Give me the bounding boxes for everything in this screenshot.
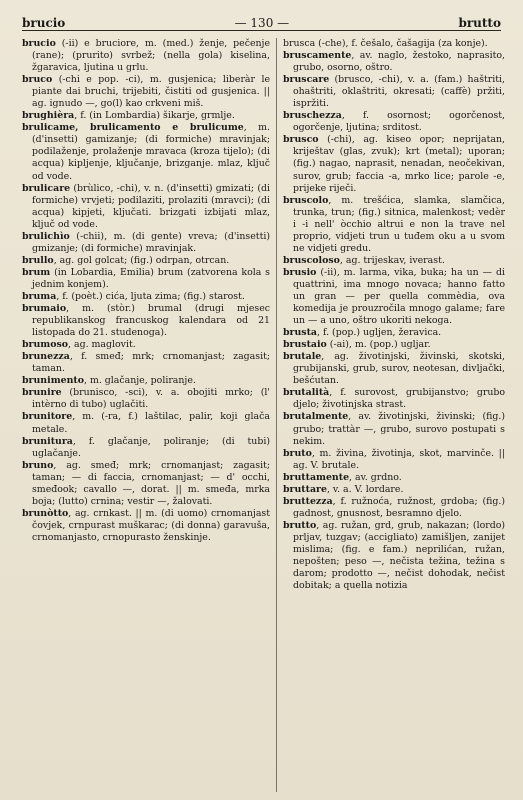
dictionary-entry: [22, 267, 270, 291]
entry-headword: brunitore: [22, 411, 73, 423]
page-header: [22, 10, 501, 31]
entry-definition: (-chi e pop. -ci), m. gusjenica; liberàr le piante dai bruchi, trijebiti, čistiti od gusjenica. || ag. ignudo —, go(l) kao crkveni miš.: [32, 74, 270, 110]
entry-headword: bruco: [22, 74, 53, 86]
dictionary-entry: [283, 267, 505, 327]
dictionary-entry: [283, 134, 505, 194]
entry-headword: brullo: [22, 254, 54, 266]
entry-definition: (-chii), m. (di gente) vreva; (d'insetti) gmizanje; (di formiche) mravinjak.: [32, 230, 270, 254]
dictionary-entry: [283, 411, 505, 447]
entry-headword: bruscoloso: [283, 254, 340, 266]
entry-headword: brutalmente: [283, 411, 349, 423]
dictionary-entry: [22, 351, 270, 375]
dictionary-entry: [22, 74, 270, 110]
entry-headword: brumoso: [22, 339, 69, 351]
entry-definition: brusca (-che), f. češalo, čašagija (za konje).: [283, 38, 488, 49]
right-column: [283, 38, 505, 794]
entry-definition: , m. (-ra, f.) laštilac, palir, koji glača metale.: [32, 411, 270, 435]
dictionary-entry: [22, 183, 270, 231]
entry-definition: (in Lobardia, Emilia) brum (zatvorena kola s jednim konjem).: [32, 266, 270, 290]
entry-headword: brustaio: [283, 339, 327, 351]
header-right-word: brutto: [458, 16, 501, 30]
dictionary-entry: [283, 387, 505, 411]
entry-definition: , ag. trijeskav, iverast.: [339, 254, 445, 266]
dictionary-entry: [283, 472, 505, 484]
dictionary-entry: [283, 195, 505, 255]
entry-headword: brumaio: [22, 303, 67, 315]
dictionary-entry: [22, 110, 270, 122]
entry-definition: , f. glačanje, poliranje; (di tubi) uglačanje.: [32, 435, 270, 459]
dictionary-entry: [22, 255, 270, 267]
entry-headword: bruttare: [283, 483, 327, 495]
entry-headword: bruma: [22, 290, 57, 302]
entry-headword: brutto: [283, 519, 317, 531]
entry-definition: , av. grdno.: [349, 471, 402, 483]
page-number: — 130 —: [234, 16, 290, 30]
dictionary-entry: [283, 38, 505, 50]
dictionary-entry: [283, 327, 505, 339]
entry-definition: (brùlico, -chi), v. n. (d'insetti) gmizati; (di formiche) vrvjeti; podilaziti, prolaziti (mravci); (di acqua) kipjeti, ključati. brizgati izbijati mlaz, ključ od vode.: [32, 182, 270, 230]
dictionary-entry: [22, 375, 270, 387]
entry-definition: , ag. ružan, grd, grub, nakazan; (lordo) prljav, tuzgav; (accigliato) zamišljen, zanijet mislima; (fig. e fam.) neprilićan, ružan, nepošten; peso —, nečista težina, težina s darom; prodotto —, nečist dohodak, nečist dobitak; a quella notizia: [293, 519, 505, 592]
column-divider: [276, 38, 277, 792]
entry-headword: brughièra: [22, 110, 75, 122]
dictionary-entry: [22, 436, 270, 460]
entry-definition: , f. osornost; ogorčenost, ogorčenje, ljutina; srditost.: [293, 110, 505, 134]
dictionary-entry: [22, 303, 270, 339]
entry-definition: (-chi), ag. kiseo opor; neprijatan, kriještav (glas, zvuk); krt (metal); uporan; (fig.) nagao, naprasit, nenadan, neočekivan, surov, grub; faccia -a, mrko lice; parole -e, prijeke riječi.: [293, 134, 505, 194]
left-column: [22, 38, 270, 794]
entry-headword: brucio: [22, 38, 56, 49]
entry-headword: brusta: [283, 327, 317, 339]
dictionary-entry: [283, 484, 505, 496]
entry-definition: , f. (in Lombardia) šikarje, grmlje.: [74, 110, 235, 122]
entry-definition: (brusco, -chi), v. a. (fam.) haštriti, ohaštriti, oklaštriti, okresati; (caffè) pržiti, ispržiti.: [293, 74, 505, 110]
entry-headword: bruschezza: [283, 110, 342, 122]
dictionary-entry: [283, 351, 505, 387]
dictionary-entry: [283, 255, 505, 267]
entry-definition: , av. životinjski, živinski; (fig.) grubo; trattàr —, grubo, surovo postupati s nekim.: [293, 411, 505, 447]
entry-definition: (brunisco, -sci), v. a. obojiti mrko; (l' intèrno di tubo) uglačiti.: [32, 387, 270, 411]
entry-headword: brunitura: [22, 435, 73, 447]
entry-definition: , m. trešćica, slamka, slamčica, trunka, trun; (fig.) sitnica, malenkost; vedèr i -i nell' òcchio altrui e non la trave nel proprio, vidjeti trun u tuđem oku a u svom ne vidjeti gredu.: [293, 194, 505, 254]
entry-definition: (-ii), m. larma, vika, buka; ha un — di quattrini, ima mnogo novaca; hanno fatto un gran — per quella commèdia, ova komedija je prouzročila mnogo galame; fare un — a uno, oštro ukoriti nekoga.: [293, 266, 505, 327]
dictionary-entry: [22, 387, 270, 411]
entry-headword: bruto: [283, 447, 312, 459]
entry-definition: , ag. crnkast. || m. (di uomo) crnomanjast čovjek, crnpurast muškarac; (di donna) garavuša, crnomanjasto, crnopurasto ženskinje.: [32, 507, 270, 543]
entry-headword: brutalità: [283, 387, 330, 399]
dictionary-entry: [22, 411, 270, 435]
entry-definition: , m. (d'insetti) gamizanje; (di formiche) mravinjak; podilaženje, prolaženje mravaca (kroza tijelo); (di acqua) kiplјenje, ključanje, brizganje. mlaz, ključ od vode.: [32, 122, 270, 182]
dictionary-entry: [283, 50, 505, 74]
entry-headword: bruscamente: [283, 50, 352, 62]
dictionary-entry: [283, 110, 505, 134]
entry-definition: , f. ružnoća, ružnost, grdoba; (fig.) gadnost, gnusnost, besramno djelo.: [293, 495, 505, 519]
entry-headword: brusco: [283, 134, 319, 146]
entry-headword: brulichìo: [22, 230, 70, 242]
entry-headword: brunezza: [22, 351, 70, 363]
entry-definition: , f. smeđ; mrk; crnomanjast; zagasit; taman.: [32, 351, 270, 375]
dictionary-entry: [283, 448, 505, 472]
dictionary-entry: [22, 291, 270, 303]
entry-headword: brutale: [283, 351, 322, 363]
entry-definition: , ag. smeđ; mrk; crnomanjast; zagasit; taman; — di faccia, crnomanjast; — d' occhi, smeđook; cavallo —, dorat. || m. smeđa, mrka boja; (lutto) crnina; vestir —, žalovati.: [32, 459, 270, 507]
entry-headword: bruttezza: [283, 495, 333, 507]
entry-definition: , ag. životinjski, živinski, skotski, grubijanski, grub, surov, neotesan, divljački, bešćutan.: [293, 351, 505, 387]
entry-definition: (-ii) e bruciore, m. (med.) ženje, pečenje (rane); (prurito) svrbež; (nella gola) kiselina, žgaravica, ljutina u grlu.: [32, 38, 270, 74]
entry-headword: brusio: [283, 266, 317, 278]
entry-definition: (-ai), m. (pop.) ugljar.: [326, 339, 431, 351]
dictionary-entry: [22, 460, 270, 508]
dictionary-entry: [22, 38, 270, 74]
entry-definition: , ag. maglovit.: [68, 339, 136, 351]
entry-definition: , f. surovost, grubijanstvo; grubo djelo; životinjska strast.: [293, 387, 505, 411]
dictionary-entry: [22, 508, 270, 544]
entry-headword: bruscare: [283, 74, 330, 86]
entry-headword: bruscolo: [283, 194, 329, 206]
header-left-word: brucio: [22, 16, 66, 30]
entry-headword: brum: [22, 266, 51, 278]
dictionary-entry: [22, 339, 270, 351]
entry-headword: bruttamente: [283, 471, 350, 483]
entry-headword: brulicare: [22, 182, 71, 194]
entry-definition: , f. (pop.) uglјen, žeravica.: [317, 327, 442, 339]
dictionary-entry: [283, 74, 505, 110]
dictionary-entry: [283, 520, 505, 592]
entry-definition: , m. glačanje, poliranje.: [83, 375, 196, 387]
entry-definition: , av. naglo, žestoko, naprasito, grubo, osorno, oštro.: [293, 50, 505, 74]
entry-definition: , m. živina, životinja, skot, marvinče. || ag. V. brutale.: [293, 447, 505, 471]
entry-definition: , ag. gol golcat; (fig.) odrpan, otrcan.: [53, 254, 230, 266]
entry-definition: , m. (stòr.) brumal (drugi mjesec republikanskog francuskog kalendara od 21 listopada do 21. studenoga).: [32, 303, 270, 339]
entry-definition: , v. a. V. lordare.: [326, 483, 404, 495]
dictionary-entry: [22, 122, 270, 182]
entry-definition: , f. (poèt.) cića, ljuta zima; (fig.) starost.: [56, 290, 245, 302]
dictionary-entry: [22, 231, 270, 255]
entry-headword: brunòtto: [22, 507, 69, 519]
dictionary-entry: [283, 339, 505, 351]
entry-headword: brunire: [22, 387, 62, 399]
entry-headword: brunimento: [22, 375, 84, 387]
entry-headword: bruno: [22, 459, 54, 471]
dictionary-entry: [283, 496, 505, 520]
entry-headword: brulicame, brulicamento e brulicume: [22, 122, 244, 134]
